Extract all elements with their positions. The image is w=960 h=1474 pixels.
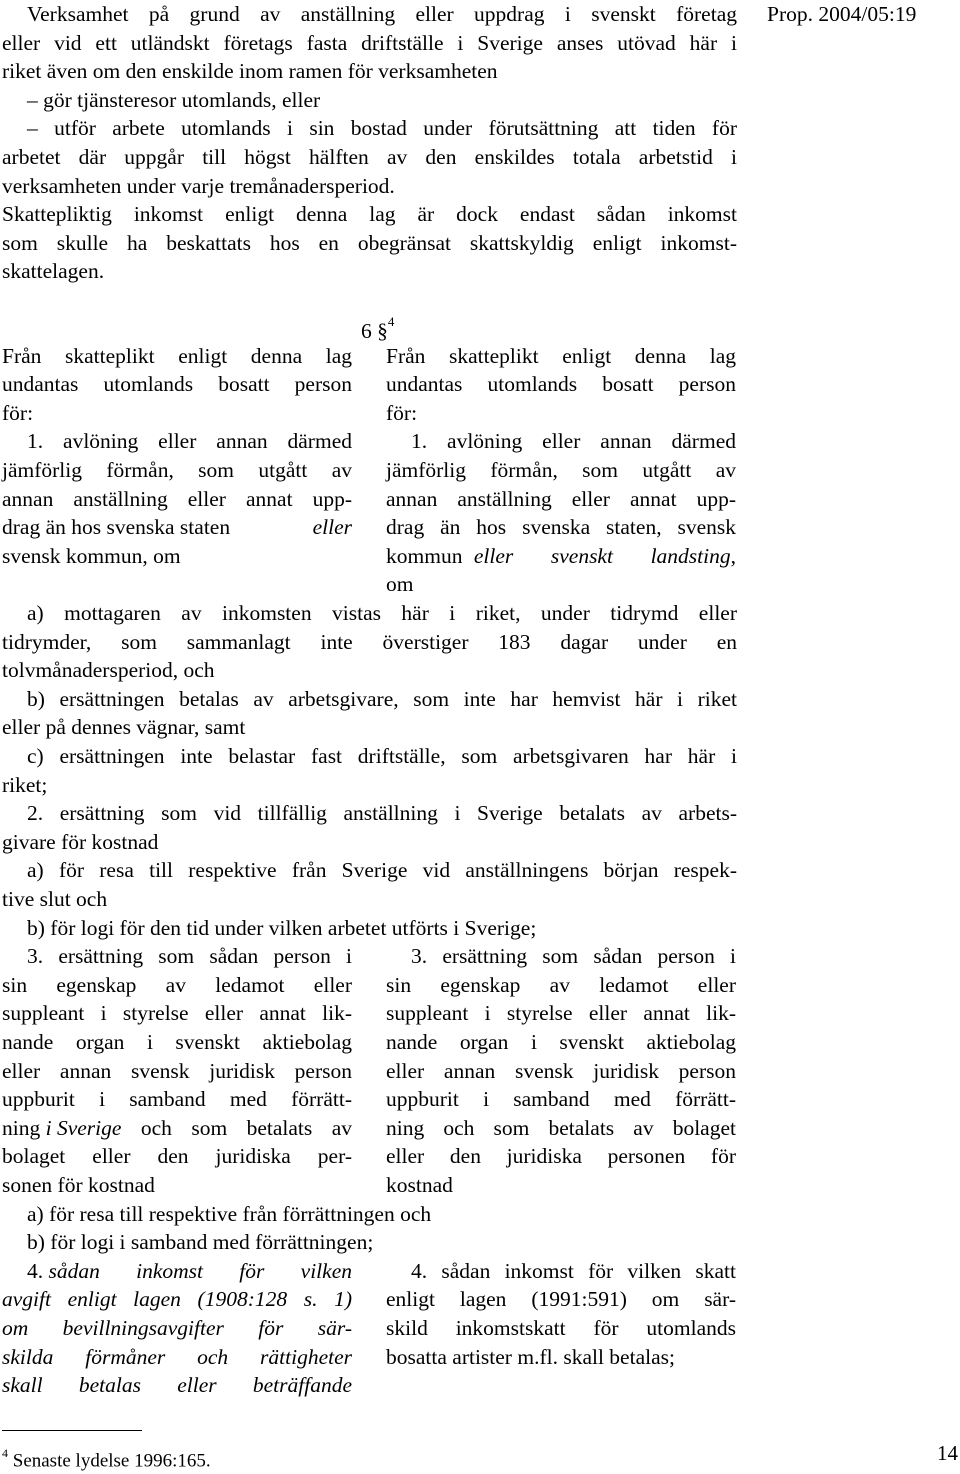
text-line: a) för resa till respektive från Sverige vid anställningens början respek- xyxy=(27,858,737,883)
text-line: tive slut och xyxy=(2,887,108,911)
footnote-text: Senaste lydelse 1996:165. xyxy=(12,1450,211,1472)
changed-text: skilda förmåner och rättigheter xyxy=(2,1344,352,1369)
text-line: suppleant i styrelse eller annat lik- xyxy=(2,1001,352,1026)
text-line: eller annan svensk juridisk person xyxy=(2,1058,352,1083)
text-line: b) för logi i samband med förrättningen; xyxy=(27,1230,374,1255)
text-segment: , xyxy=(730,543,736,568)
changed-text: om bevillningsavgifter för sär- xyxy=(2,1316,352,1340)
text-line: Från skatteplikt enligt denna lag xyxy=(2,343,352,368)
text-line: riket även om den enskilde inom ramen för verksamheten xyxy=(2,59,498,84)
text-line: suppleant i styrelse eller annat lik- xyxy=(386,1001,736,1026)
text-segment: 4. xyxy=(27,1258,49,1283)
text-line: 2. ersättning som vid tillfällig anställning i Sverige betalats av arbets- xyxy=(27,801,737,826)
text-line: enligt lagen (1991:591) om sär- xyxy=(386,1287,736,1312)
text-line: b) ersättningen betalas av arbetsgivare, som inte har hemvist här i riket xyxy=(27,686,737,711)
footnote xyxy=(2,1442,211,1474)
changed-text: sådan inkomst för vilken xyxy=(48,1258,352,1283)
text-segment: och som betalats av xyxy=(121,1115,352,1140)
text-line: tolvmånadersperiod, och xyxy=(2,658,215,683)
text-line: Från skatteplikt enligt denna lag xyxy=(386,343,736,368)
text-line: kostnad xyxy=(386,1173,453,1197)
text-line: 4. sådan inkomst för vilken skatt xyxy=(411,1258,736,1283)
text-line: 3. ersättning som sådan person i xyxy=(27,944,352,969)
changed-text: i Sverige xyxy=(45,1115,122,1140)
text-line: eller vid ett utländskt företags fasta driftställe i Sverige anses utövad här i xyxy=(2,30,737,55)
text-line: skild inkomstskatt för utomlands xyxy=(386,1316,736,1340)
text-line xyxy=(386,542,736,571)
text-segment: drag än hos svenska staten xyxy=(2,515,236,540)
text-line: sonen för kostnad xyxy=(2,1173,155,1197)
text-line: 1. avlöning eller annan därmed xyxy=(27,429,352,454)
text-line: nande organ i svenskt aktiebolag xyxy=(386,1030,736,1054)
section-heading xyxy=(361,312,394,345)
changed-text: skall betalas eller beträffande xyxy=(2,1373,352,1398)
text-line: annan anställning eller annat upp- xyxy=(386,486,736,511)
text-line: uppburit i samband med förrätt- xyxy=(386,1087,736,1112)
text-line: 3. ersättning som sådan person i xyxy=(411,944,736,969)
text-line: svensk kommun, om xyxy=(2,543,181,568)
text-segment: kommun xyxy=(386,543,468,568)
text-line: a) mottagaren av inkomsten vistas här i riket, under tidrymd eller xyxy=(27,601,737,625)
text-line: bosatta artister m.fl. skall betalas; xyxy=(386,1344,675,1369)
text-line: 1. avlöning eller annan därmed xyxy=(411,429,736,454)
changed-text: eller xyxy=(312,515,352,540)
changed-text: avgift enligt lagen (1908:128 s. 1) xyxy=(2,1287,352,1312)
footnote-number: 4 xyxy=(2,1446,8,1460)
text-line: för: xyxy=(2,400,34,425)
page-number: 14 xyxy=(937,1441,958,1465)
text-line: annan anställning eller annat upp- xyxy=(2,486,352,511)
changed-text: eller svenskt landsting xyxy=(473,543,731,568)
text-line: drag än hos svenska staten, svensk xyxy=(386,515,736,540)
text-line: arbetet där uppgår till högst hälften av den enskildes totala arbetstid i xyxy=(2,145,737,169)
text-line: eller annan svensk juridisk person xyxy=(386,1058,736,1083)
text-line: nande organ i svenskt aktiebolag xyxy=(2,1030,352,1054)
text-line: Skattepliktig inkomst enligt denna lag är dock endast sådan inkomst xyxy=(2,202,737,227)
text-line: a) för resa till respektive från förrättningen och xyxy=(27,1201,432,1226)
text-line: bolaget eller den juridiska per- xyxy=(2,1144,352,1169)
text-line: verksamheten under varje tremånadersperiod. xyxy=(2,173,395,198)
text-line: sin egenskap av ledamot eller xyxy=(386,972,736,997)
text-line: undantas utomlands bosatt person xyxy=(386,372,736,397)
footnote-reference: 4 xyxy=(387,314,395,329)
text-line: jämförlig förmån, som utgått av xyxy=(2,458,352,482)
text-line: b) för logi för den tid under vilken arbetet utförts i Sverige; xyxy=(27,915,537,940)
text-line: c) ersättningen inte belastar fast driftställe, som arbetsgivaren har här i xyxy=(27,744,737,768)
text-line xyxy=(27,1257,352,1286)
footnote-divider xyxy=(2,1430,142,1431)
text-line: sin egenskap av ledamot eller xyxy=(2,972,352,997)
text-line: – utför arbete utomlands i sin bostad under förutsättning att tiden för xyxy=(27,116,737,141)
text-line: eller den juridiska personen för xyxy=(386,1144,736,1169)
text-line: om xyxy=(386,572,414,597)
text-line: givare för kostnad xyxy=(2,829,159,854)
section-label: 6 § xyxy=(361,319,388,344)
text-line: riket; xyxy=(2,772,48,797)
text-line: – gör tjänsteresor utomlands, eller xyxy=(27,87,321,112)
text-line: skattelagen. xyxy=(2,259,105,284)
proposition-reference: Prop. 2004/05:19 xyxy=(767,2,917,26)
text-line: som skulle ha beskattats hos en obegränsat skattskyldig enligt inkomst- xyxy=(2,230,737,255)
text-line xyxy=(2,1114,352,1143)
text-line: undantas utomlands bosatt person xyxy=(2,372,352,397)
text-line: för: xyxy=(386,400,418,425)
text-segment: ning xyxy=(2,1115,46,1140)
text-line: ning och som betalats av bolaget xyxy=(386,1115,736,1140)
text-line: eller på dennes vägnar, samt xyxy=(2,715,246,740)
text-line: jämförlig förmån, som utgått av xyxy=(386,458,736,482)
text-line: uppburit i samband med förrätt- xyxy=(2,1087,352,1112)
text-line: tidrymder, som sammanlagt inte överstiger 183 dagar under en xyxy=(2,629,737,654)
text-line xyxy=(2,513,352,542)
text-line: Verksamhet på grund av anställning eller uppdrag i svenskt företag xyxy=(27,2,737,26)
